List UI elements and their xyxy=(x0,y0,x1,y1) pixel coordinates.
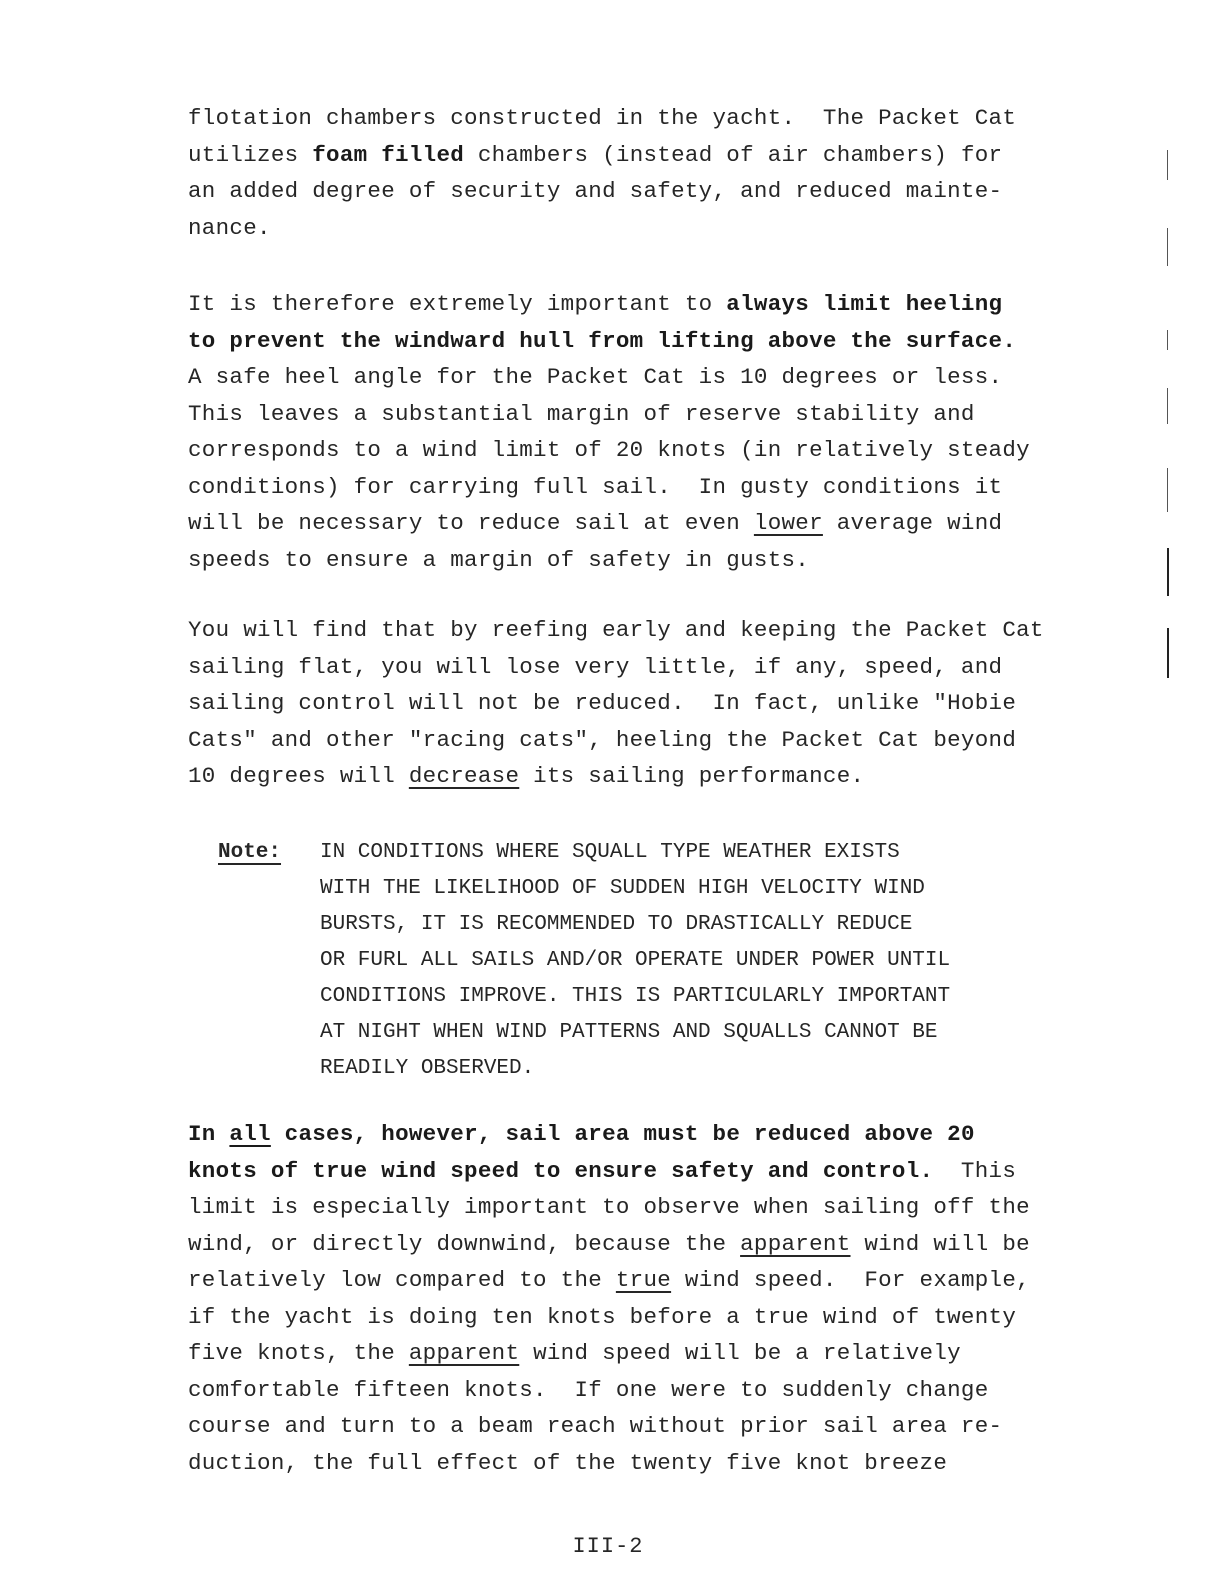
text-run: lower xyxy=(753,510,823,536)
text-run: decrease xyxy=(408,763,520,789)
text-line xyxy=(188,542,1118,579)
text-line xyxy=(188,1262,1118,1299)
text-line xyxy=(188,758,1118,795)
scan-artifact xyxy=(1167,228,1168,266)
paragraph-flotation xyxy=(188,100,1118,246)
text-run: knots of true wind speed to ensure safety and control. xyxy=(188,1157,934,1184)
text-run: if the yacht is doing ten knots before a true wind of twenty xyxy=(188,1303,1017,1330)
text-run: You will find that by reefing early and keeping the Packet Cat xyxy=(188,617,1044,643)
text-run: all xyxy=(229,1121,271,1147)
text-line xyxy=(188,1335,1118,1372)
text-line xyxy=(188,685,1118,722)
text-line xyxy=(188,505,1118,542)
note-line: READILY OBSERVED. xyxy=(320,1057,535,1080)
text-line xyxy=(188,1153,1118,1190)
text-run: Cats" and other "racing cats", heeling the Packet Cat beyond xyxy=(188,726,1017,753)
text-run: will be necessary to reduce sail at even xyxy=(188,510,754,536)
text-line xyxy=(188,100,1118,137)
scan-artifact xyxy=(1167,388,1168,424)
text-line xyxy=(188,649,1118,686)
scan-artifact xyxy=(1167,150,1168,180)
note-line: CONDITIONS IMPROVE. THIS IS PARTICULARLY IMPORTANT xyxy=(320,985,951,1008)
text-line xyxy=(188,173,1118,210)
text-run: an added degree of security and safety, and reduced mainte- xyxy=(188,178,1003,204)
scan-artifact xyxy=(1167,548,1169,596)
text-run: sailing flat, you will lose very little, if any, speed, and xyxy=(188,653,1003,680)
text-run: sailing control will not be reduced. In fact, unlike "Hobie xyxy=(188,690,1017,716)
note-line: BURSTS, IT IS RECOMMENDED TO DRASTICALLY REDUCE xyxy=(320,913,913,936)
text-line xyxy=(188,1408,1118,1445)
text-run: flotation chambers constructed in the yacht. The Packet Cat xyxy=(188,105,1017,131)
text-run: average wind xyxy=(822,510,1003,536)
paragraph-heeling xyxy=(188,286,1118,578)
note-label: Note: xyxy=(218,841,282,864)
paragraph-sail-area xyxy=(188,1116,1118,1481)
text-run: In xyxy=(188,1121,230,1147)
text-line xyxy=(188,323,1118,360)
text-line xyxy=(188,432,1118,469)
text-run: wind, or directly downwind, because the xyxy=(188,1230,741,1257)
text-run: course and turn to a beam reach without prior sail area re- xyxy=(188,1413,1003,1439)
text-run: limit is especially important to observe when sailing off the xyxy=(188,1194,1030,1220)
text-run: comfortable fifteen knots. If one were to suddenly change xyxy=(188,1376,989,1403)
text-line xyxy=(188,1116,1118,1153)
note-line: OR FURL ALL SAILS AND/OR OPERATE UNDER POWER UNTIL xyxy=(320,949,951,972)
text-run: foam filled xyxy=(312,141,465,168)
text-run: always limit heeling xyxy=(726,291,1003,317)
text-line xyxy=(188,210,1118,247)
text-line xyxy=(188,396,1118,433)
note-line: IN CONDITIONS WHERE SQUALL TYPE WEATHER EXISTS xyxy=(320,841,900,864)
text-line xyxy=(188,469,1118,506)
text-line xyxy=(188,1189,1118,1226)
text-line xyxy=(188,1445,1118,1482)
text-line xyxy=(188,1372,1118,1409)
note-line: WITH THE LIKELIHOOD OF SUDDEN HIGH VELOCITY WIND xyxy=(320,877,925,900)
text-run: cases, however, sail area must be reduced above 20 xyxy=(270,1121,975,1147)
text-run: corresponds to a wind limit of 20 knots (in relatively steady xyxy=(188,437,1030,463)
text-run: apparent xyxy=(740,1230,851,1257)
text-run: This xyxy=(933,1157,1017,1184)
text-run: wind will be xyxy=(850,1230,1030,1257)
text-run: chambers (instead of air chambers) for xyxy=(464,141,1003,168)
scan-artifact xyxy=(1167,628,1169,678)
text-run: This leaves a substantial margin of reserve stability and xyxy=(188,400,975,427)
text-run: to prevent the windward hull from lifting above the surface. xyxy=(188,327,1017,354)
note-line: AT NIGHT WHEN WIND PATTERNS AND SQUALLS CANNOT BE xyxy=(320,1021,938,1044)
text-run: relatively low compared to the xyxy=(188,1267,616,1293)
text-run: duction, the full effect of the twenty five knot breeze xyxy=(188,1449,948,1476)
scan-artifact xyxy=(1167,468,1168,512)
text-line xyxy=(188,359,1118,396)
text-run: its sailing performance. xyxy=(519,763,865,789)
paragraph-reefing xyxy=(188,612,1118,795)
text-run: conditions) for carrying full sail. In gusty conditions it xyxy=(188,473,1003,500)
text-run: utilizes xyxy=(188,141,313,168)
text-run: It is therefore extremely important to xyxy=(188,291,727,317)
text-run: nance. xyxy=(188,214,271,241)
text-line xyxy=(188,137,1118,174)
text-run: speeds to ensure a margin of safety in gusts. xyxy=(188,546,810,573)
note-text xyxy=(320,835,950,1087)
text-run: wind speed. For example, xyxy=(671,1267,1030,1293)
text-run: A safe heel angle for the Packet Cat is 10 degrees or less. xyxy=(188,364,1003,390)
text-run: apparent xyxy=(408,1340,520,1366)
text-run: 10 degrees will xyxy=(188,763,409,789)
page-number: III-2 xyxy=(572,1534,644,1559)
text-run: true xyxy=(615,1267,672,1293)
text-run: wind speed will be a relatively xyxy=(519,1340,961,1366)
text-line xyxy=(188,722,1118,759)
text-run: five knots, the xyxy=(188,1340,409,1366)
text-line xyxy=(188,612,1118,649)
text-line xyxy=(188,286,1118,323)
text-line xyxy=(188,1226,1118,1263)
scan-artifact xyxy=(1167,330,1168,350)
text-line xyxy=(188,1299,1118,1336)
